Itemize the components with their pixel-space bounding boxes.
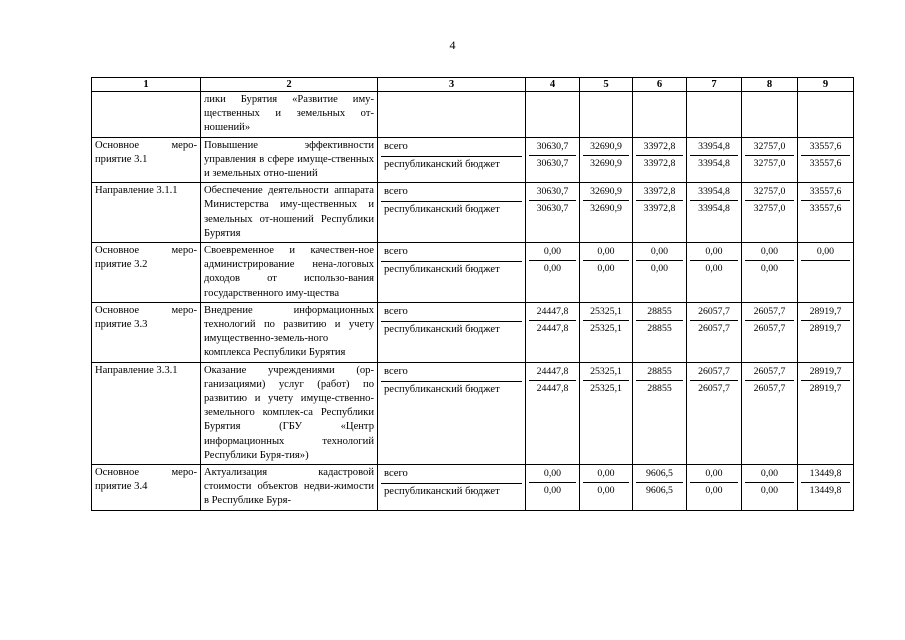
amount-value: 33972,8	[643, 203, 676, 215]
table-row	[92, 137, 854, 183]
amount-value: 26057,7	[745, 364, 794, 381]
table-row	[92, 362, 854, 464]
amount-cell	[580, 137, 633, 183]
amount-cell	[742, 243, 798, 303]
amount-value: 0,00	[529, 244, 576, 261]
funding-source-label: республиканский бюджет	[381, 381, 522, 399]
amount-cell	[633, 183, 687, 243]
activity-description-cell: Оказание учреждениями (ор-ганизациями) услуг (работ) по развитию и учету имуще-ственно-земельного комплек-са Республики Бурятия (ГБУ «Центр информационных технологий Республики Буря-тия»)	[201, 362, 378, 464]
amount-value: 0,00	[760, 263, 779, 275]
activity-name-cell: Направление 3.1.1	[92, 183, 201, 243]
amount-value: 33557,6	[801, 139, 850, 156]
amount-value: 26057,7	[690, 364, 738, 381]
funding-source-label: всего	[384, 140, 408, 152]
amount-cell	[687, 92, 742, 138]
amount-value: 0,00	[705, 485, 723, 497]
funding-source-cell	[378, 183, 526, 243]
amount-value: 28855	[636, 304, 683, 321]
activity-description-cell: лики Бурятия «Развитие иму-щественных и земельных от-ношений»	[201, 92, 378, 138]
amount-value: 24447,8	[529, 364, 576, 381]
amount-value: 30630,7	[529, 184, 576, 201]
amount-cell	[633, 302, 687, 362]
amount-value: 33972,8	[636, 139, 683, 156]
amount-cell	[798, 302, 854, 362]
amount-cell	[580, 92, 633, 138]
amount-value: 32690,9	[590, 203, 622, 215]
amount-value: 33954,8	[690, 184, 738, 201]
amount-cell	[742, 465, 798, 511]
amount-cell	[798, 465, 854, 511]
amount-cell	[633, 465, 687, 511]
amount-cell	[798, 137, 854, 183]
table-row	[92, 302, 854, 362]
header-cell: 8	[742, 78, 798, 92]
amount-value: 30630,7	[536, 203, 569, 215]
amount-value: 28855	[647, 322, 672, 334]
funding-source-cell	[378, 362, 526, 464]
amount-cell	[687, 302, 742, 362]
amount-value	[801, 261, 850, 277]
amount-cell	[798, 183, 854, 243]
amount-value: 13449,8	[801, 466, 850, 483]
amount-value: 24447,8	[536, 382, 569, 394]
header-cell: 1	[92, 78, 201, 92]
activity-name-cell: Основное меро-приятие 3.3	[92, 302, 201, 362]
amount-cell	[742, 302, 798, 362]
amount-cell	[687, 362, 742, 464]
amount-value: 33557,6	[801, 184, 850, 201]
funding-source-label: республиканский бюджет	[381, 156, 522, 174]
amount-cell	[580, 183, 633, 243]
activity-name-cell: Направление 3.3.1	[92, 362, 201, 464]
amount-cell	[742, 137, 798, 183]
table-row	[92, 243, 854, 303]
funding-source-cell	[378, 243, 526, 303]
amount-value: 28919,7	[801, 304, 850, 321]
amount-value: 28919,7	[809, 322, 842, 334]
amount-value: 24447,8	[536, 322, 569, 334]
amount-value: 0,00	[690, 466, 738, 483]
amount-cell	[687, 137, 742, 183]
activity-description-cell: Актуализация кадастровой стоимости объектов недви-жимости в Республике Буря-	[201, 465, 378, 511]
activity-name-cell: Основное меро-приятие 3.2	[92, 243, 201, 303]
page-number: 4	[449, 38, 456, 52]
activity-description-cell: Внедрение информационных технологий по развитию и учету имущественно-земель-ного комплекса Республики Бурятия	[201, 302, 378, 362]
funding-source-label: всего	[384, 468, 408, 480]
activity-name-cell	[92, 92, 201, 138]
amount-value: 25325,1	[583, 364, 629, 381]
amount-cell	[526, 465, 580, 511]
table-row	[92, 465, 854, 511]
header-cell: 7	[687, 78, 742, 92]
activity-name-cell: Основное меро-приятие 3.4	[92, 465, 201, 511]
amount-value: 28919,7	[801, 364, 850, 381]
amount-value: 26057,7	[690, 304, 738, 321]
amount-value: 0,00	[597, 485, 615, 497]
amount-cell	[633, 243, 687, 303]
funding-source-label: всего	[384, 365, 408, 377]
header-row	[92, 78, 854, 92]
amount-value: 30630,7	[529, 139, 576, 156]
funding-source-label: республиканский бюджет	[381, 261, 522, 279]
amount-value: 33954,8	[698, 203, 730, 215]
header-cell: 3	[378, 78, 526, 92]
amount-value: 0,00	[760, 485, 779, 497]
activity-description-cell: Обеспечение деятельности аппарата Министерства иму-щественных и земельных от-ношений Республики Бурятия	[201, 183, 378, 243]
amount-value: 33557,6	[809, 157, 842, 169]
amount-value: 30630,7	[536, 157, 569, 169]
amount-cell	[633, 137, 687, 183]
funding-source-label: всего	[384, 186, 408, 198]
amount-value: 25325,1	[583, 304, 629, 321]
amount-cell	[687, 243, 742, 303]
amount-value: 0,00	[583, 466, 629, 483]
amount-value: 32690,9	[583, 139, 629, 156]
budget-table	[91, 77, 854, 511]
amount-value: 26057,7	[698, 322, 730, 334]
amount-value: 25325,1	[590, 382, 622, 394]
table-row	[92, 183, 854, 243]
amount-value: 33954,8	[690, 139, 738, 156]
header-cell: 2	[201, 78, 378, 92]
amount-cell	[742, 92, 798, 138]
amount-value: 0,00	[650, 263, 669, 275]
amount-cell	[633, 362, 687, 464]
amount-cell	[798, 362, 854, 464]
amount-cell	[687, 183, 742, 243]
amount-cell	[526, 362, 580, 464]
amount-value: 26057,7	[698, 382, 730, 394]
amount-value: 0,00	[543, 263, 562, 275]
amount-value: 26057,7	[753, 382, 786, 394]
amount-value: 32757,0	[745, 184, 794, 201]
amount-cell	[526, 243, 580, 303]
amount-value: 26057,7	[745, 304, 794, 321]
amount-value: 26057,7	[753, 322, 786, 334]
amount-value: 0,00	[636, 244, 683, 261]
amount-value: 25325,1	[590, 322, 622, 334]
header-cell: 6	[633, 78, 687, 92]
amount-value: 32757,0	[753, 203, 786, 215]
amount-value: 32757,0	[753, 157, 786, 169]
amount-cell	[526, 92, 580, 138]
amount-value: 0,00	[745, 244, 794, 261]
amount-value: 9606,5	[646, 485, 673, 497]
table-body	[92, 92, 854, 511]
amount-value: 0,00	[705, 263, 723, 275]
amount-cell	[580, 243, 633, 303]
header-cell: 4	[526, 78, 580, 92]
amount-value: 28855	[636, 364, 683, 381]
amount-value: 0,00	[583, 244, 629, 261]
amount-value: 32690,9	[590, 157, 622, 169]
activity-description-cell: Повышение эффективности управления в сфере имуще-ственных и земельных отно-шений	[201, 137, 378, 183]
amount-cell	[633, 92, 687, 138]
amount-value: 0,00	[597, 263, 615, 275]
amount-cell	[687, 465, 742, 511]
funding-source-label: республиканский бюджет	[381, 201, 522, 219]
funding-source-label: всего	[384, 305, 408, 317]
amount-cell	[798, 92, 854, 138]
amount-cell	[580, 302, 633, 362]
amount-value: 32757,0	[745, 139, 794, 156]
amount-value: 33954,8	[698, 157, 730, 169]
amount-value: 0,00	[529, 466, 576, 483]
amount-value: 33972,8	[643, 157, 676, 169]
activity-name-cell: Основное меро-приятие 3.1	[92, 137, 201, 183]
amount-cell	[742, 362, 798, 464]
amount-cell	[526, 137, 580, 183]
amount-value: 0,00	[801, 244, 850, 261]
amount-value: 28855	[647, 382, 672, 394]
amount-value: 32690,9	[583, 184, 629, 201]
funding-source-cell	[378, 302, 526, 362]
funding-source-label: всего	[384, 246, 408, 258]
table-row	[92, 92, 854, 138]
amount-value: 9606,5	[636, 466, 683, 483]
amount-cell	[742, 183, 798, 243]
amount-cell	[580, 362, 633, 464]
header-cell: 5	[580, 78, 633, 92]
amount-value: 13449,8	[809, 485, 842, 497]
amount-value: 0,00	[745, 466, 794, 483]
funding-source-label: республиканский бюджет	[381, 321, 522, 339]
amount-value: 0,00	[690, 244, 738, 261]
amount-cell	[798, 243, 854, 303]
funding-source-cell	[378, 92, 526, 138]
amount-value: 33972,8	[636, 184, 683, 201]
activity-description-cell: Своевременное и качествен-ное администрирование нена-логовых доходов от использо-вания государственного иму-щества	[201, 243, 378, 303]
amount-value: 28919,7	[809, 382, 842, 394]
funding-source-cell	[378, 137, 526, 183]
amount-value: 33557,6	[809, 203, 842, 215]
amount-cell	[526, 302, 580, 362]
amount-cell	[580, 465, 633, 511]
funding-source-label: республиканский бюджет	[381, 483, 522, 501]
amount-value: 0,00	[543, 485, 562, 497]
amount-cell	[526, 183, 580, 243]
amount-value: 24447,8	[529, 304, 576, 321]
funding-source-cell	[378, 465, 526, 511]
header-cell: 9	[798, 78, 854, 92]
